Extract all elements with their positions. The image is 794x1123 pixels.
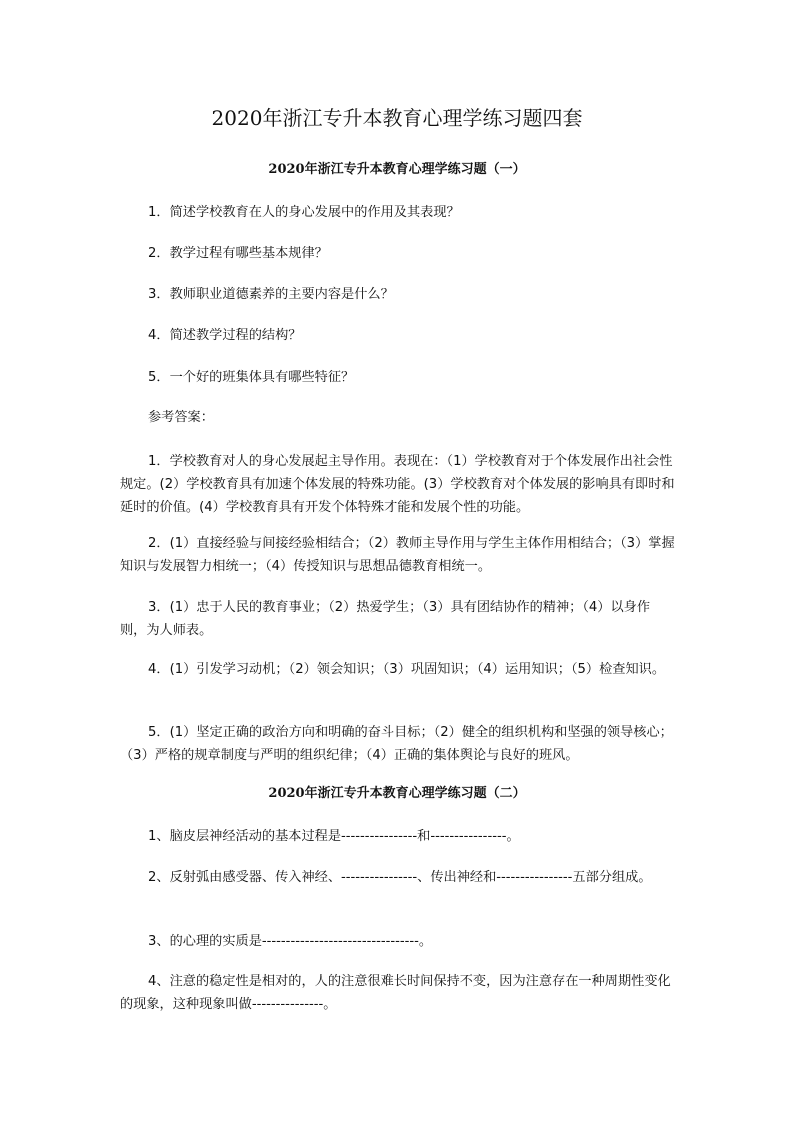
section-1-heading: 2020年浙江专升本教育心理学练习题（一）	[268, 162, 526, 177]
section-2-heading: 2020年浙江专升本教育心理学练习题（二）	[268, 786, 526, 801]
question-4: 4．简述教学过程的结构？	[148, 328, 302, 343]
question-2: 2．教学过程有哪些基本规律？	[148, 246, 328, 261]
document-title: 2020年浙江专升本教育心理学练习题四套	[211, 106, 583, 130]
fill-item-2: 2、反射弧由感受器、传入神经、----------------、传出神经和----------------五部分组成。	[148, 870, 652, 885]
answer-2: 2．(1）直接经验与间接经验相结合；（2）教师主导作用与学生主体作用相结合；（3）掌握知识与发展智力相统一；（4）传授知识与思想品德教育相统一。	[120, 536, 675, 574]
answer-4: 4．(1）引发学习动机；（2）领会知识；（3）巩固知识；（4）运用知识；（5）检查知识。	[148, 662, 666, 677]
question-3: 3．教师职业道德素养的主要内容是什么？	[148, 287, 394, 302]
fill-item-4: 4、注意的稳定性是相对的，人的注意很难长时间保持不变，因为注意存在一种周期性变化的现象，这种现象叫做---------------。	[120, 974, 671, 1012]
answer-1: 1．学校教育对人的身心发展起主导作用。表现在：（1）学校教育对于个体发展作出社会性规定。(2）学校教育具有加速个体发展的特殊功能。(3）学校教育对个体发展的影响具有即时和延时的价值。(4）学校教育具有开发个体特殊才能和发展个性的功能。	[120, 454, 675, 515]
question-5: 5．一个好的班集体具有哪些特征？	[148, 370, 355, 385]
fill-item-3: 3、的心理的实质是---------------------------------。	[148, 934, 433, 949]
answer-3: 3．(1）忠于人民的教育事业；（2）热爱学生；（3）具有团结协作的精神；（4）以身作则，为人师表。	[120, 600, 651, 638]
question-1: 1．简述学校教育在人的身心发展中的作用及其表现？	[148, 205, 460, 220]
answer-5: 5．(1）坚定正确的政治方向和明确的奋斗目标；（2）健全的组织机构和坚强的领导核心；（3）严格的规章制度与严明的组织纪律；（4）正确的集体舆论与良好的班风。	[120, 725, 673, 763]
fill-item-1: 1、脑皮层神经活动的基本过程是----------------和----------------。	[148, 829, 520, 844]
answers-label: 参考答案：	[148, 410, 214, 425]
